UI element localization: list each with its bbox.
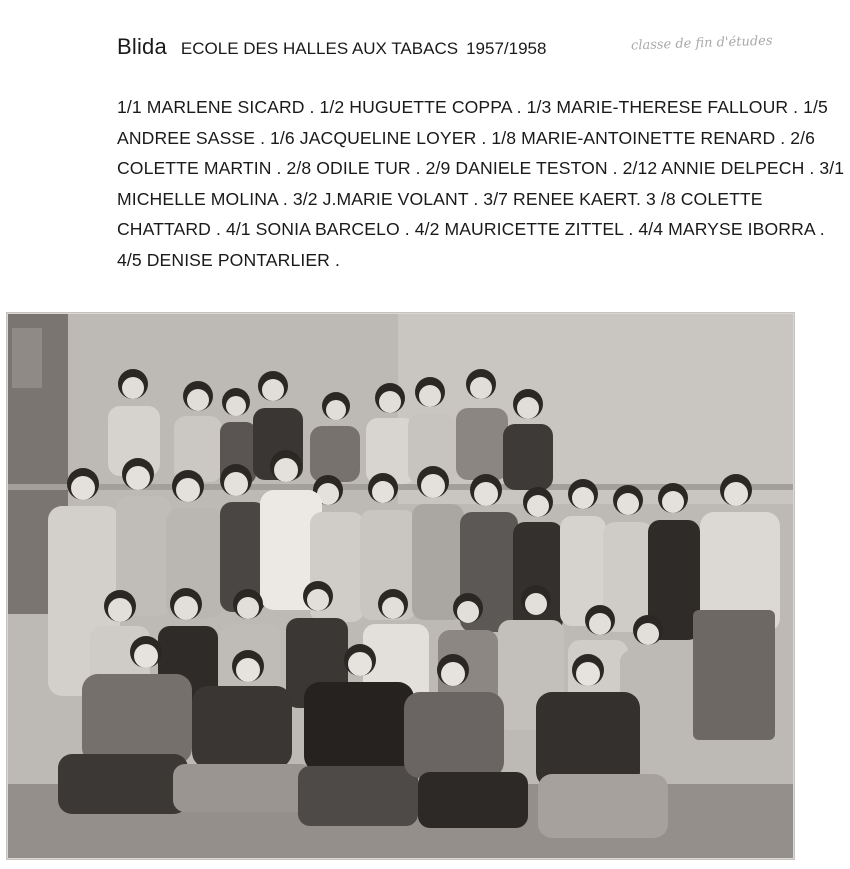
town-name: Blida bbox=[117, 34, 167, 59]
class-photo bbox=[8, 314, 793, 858]
student-names-list: 1/1 MARLENE SICARD . 1/2 HUGUETTE COPPA . 1/3 MARIE-THERESE FALLOUR . 1/5 ANDREE SASSE . 1/6 JACQUELINE LOYER . 1/8 MARIE-ANTOINETTE RENARD . 2/6 COLETTE MARTIN . 2/8 ODILE TUR . 2/9 DANIELE TESTON . 2/12 ANNIE DELPECH . 3/1 MICHELLE MOLINA . 3/2 J.MARIE VOLANT . 3/7 RENEE KAERT. 3 /8 COLETTE CHATTARD . 4/1 SONIA BARCELO . 4/2 MAURICETTE ZITTEL . 4/4 MARYSE IBORRA . 4/5 DENISE PONTARLIER . bbox=[117, 97, 845, 270]
class-photo-frame bbox=[6, 312, 795, 860]
document-header bbox=[117, 34, 546, 60]
school-years: 1957/1958 bbox=[466, 39, 547, 58]
handwritten-note: classe de fin d'études bbox=[630, 33, 773, 54]
school-name: ECOLE DES HALLES AUX TABACS bbox=[180, 39, 459, 58]
class-photo-illustration bbox=[8, 314, 793, 858]
